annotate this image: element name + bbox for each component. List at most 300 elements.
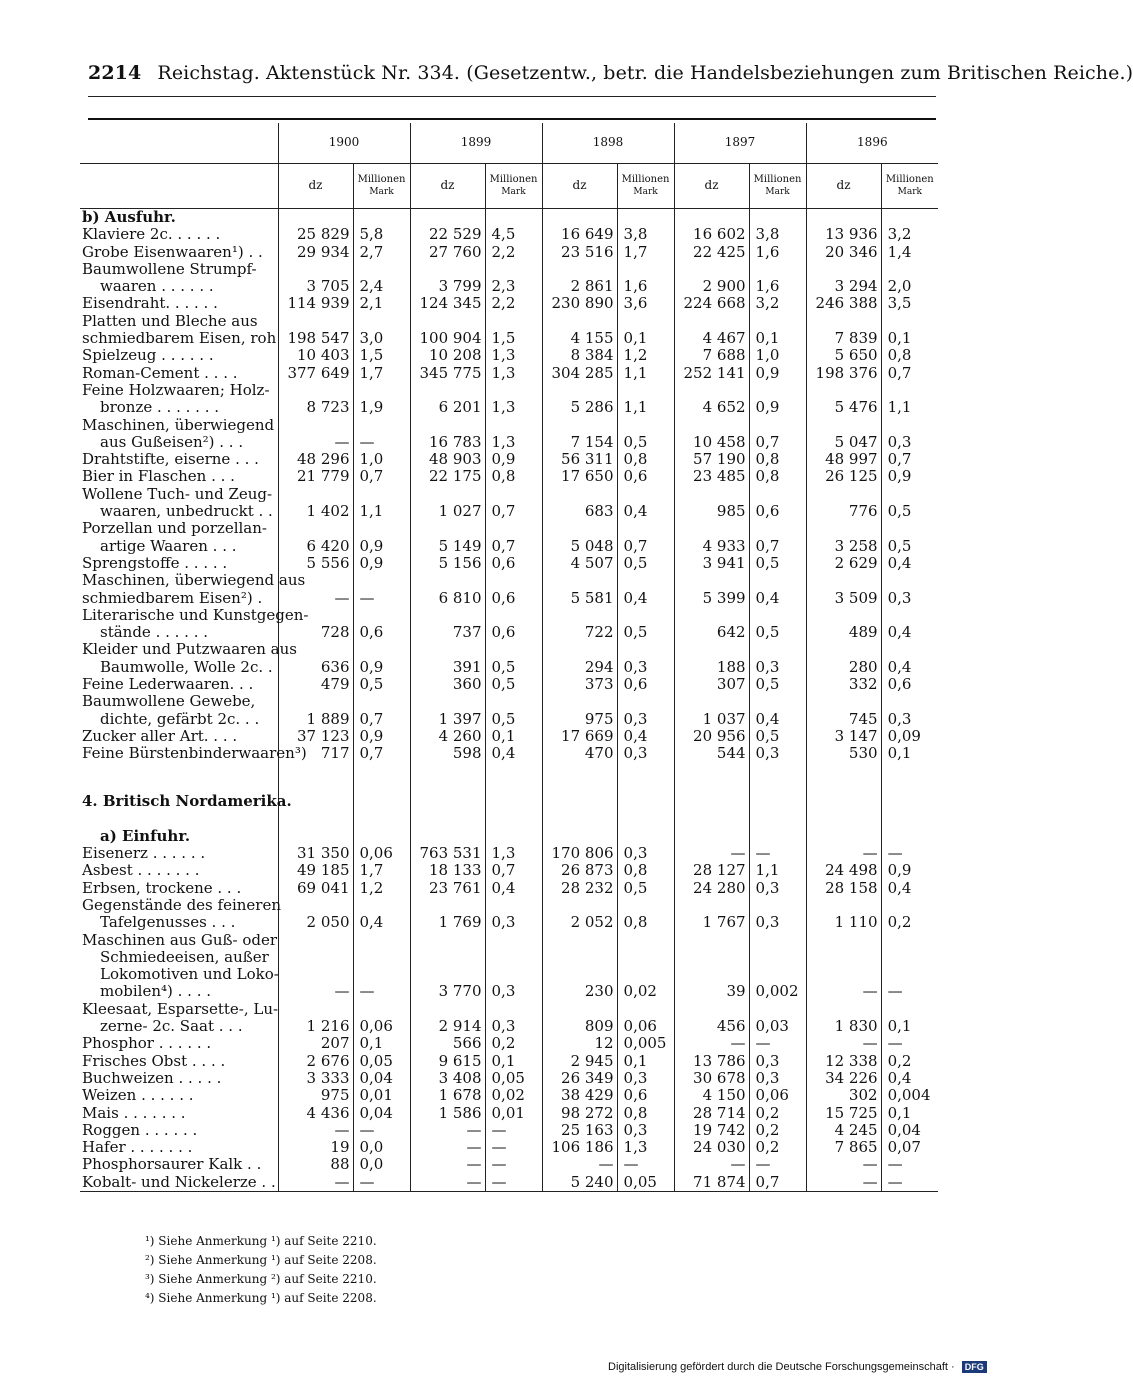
dz-cell: 224 668 xyxy=(674,295,749,312)
dz-cell: 31 350 xyxy=(278,845,353,862)
dz-cell xyxy=(542,1001,617,1018)
mill-mark-cell xyxy=(617,261,674,278)
unit-mill-label: Millionen xyxy=(621,174,670,185)
unit-mill-header xyxy=(881,164,938,209)
dz-cell xyxy=(674,417,749,434)
table-row xyxy=(80,1070,938,1087)
dz-cell: 4 933 xyxy=(674,538,749,555)
table-row xyxy=(80,572,938,589)
mill-mark-cell: 0,01 xyxy=(485,1105,542,1122)
mill-mark-cell: 0,4 xyxy=(881,659,938,676)
digitization-credit xyxy=(608,1361,987,1373)
dz-cell xyxy=(410,932,485,949)
mill-mark-cell: 0,2 xyxy=(881,914,938,931)
mill-mark-cell xyxy=(353,793,410,810)
dz-cell: 470 xyxy=(542,745,617,762)
table-row xyxy=(80,1139,938,1156)
mill-mark-cell: 0,9 xyxy=(353,538,410,555)
footnote: ²) Siehe Anmerkung ¹) auf Seite 2208. xyxy=(145,1253,377,1267)
unit-mark-label: Mark xyxy=(369,187,394,197)
mill-mark-cell xyxy=(617,417,674,434)
mill-mark-cell xyxy=(353,209,410,227)
empty-cell xyxy=(410,810,485,828)
row-label: Kobalt- und Nickelerze . . xyxy=(80,1174,278,1192)
dz-cell xyxy=(410,641,485,658)
table-row xyxy=(80,845,938,862)
dz-cell: 13 936 xyxy=(806,226,881,243)
table-row xyxy=(80,728,938,745)
dz-cell xyxy=(410,520,485,537)
table-row xyxy=(80,1035,938,1052)
mill-mark-cell xyxy=(353,897,410,914)
year-header: 1898 xyxy=(542,123,674,164)
row-label: Kleesaat, Esparsette-, Lu- xyxy=(82,999,279,1018)
mill-mark-cell xyxy=(353,966,410,983)
dz-cell: 48 296 xyxy=(278,451,353,468)
dz-cell: 4 436 xyxy=(278,1105,353,1122)
mill-mark-cell: 0,5 xyxy=(881,503,938,520)
table-row xyxy=(80,1174,938,1192)
dz-cell: 56 311 xyxy=(542,451,617,468)
mill-mark-cell xyxy=(617,1001,674,1018)
mill-mark-cell: 0,0 xyxy=(353,1156,410,1173)
row-label: Eisenerz . . . . . . xyxy=(82,844,206,863)
dz-cell xyxy=(410,417,485,434)
table-body xyxy=(80,209,938,1192)
dz-cell: 1 586 xyxy=(410,1105,485,1122)
dz-cell: 25 829 xyxy=(278,226,353,243)
dz-cell: 456 xyxy=(674,1018,749,1035)
mill-mark-cell: 0,8 xyxy=(881,347,938,364)
dz-cell: 25 163 xyxy=(542,1122,617,1139)
row-label: dichte, gefärbt 2c. . . xyxy=(100,709,260,728)
dz-cell: 12 xyxy=(542,1035,617,1052)
dz-cell xyxy=(806,793,881,810)
empty-cell xyxy=(674,810,749,828)
year-header-row xyxy=(80,123,938,164)
section-row xyxy=(80,793,938,810)
table-row xyxy=(80,417,938,434)
mill-mark-cell: 0,1 xyxy=(353,1035,410,1052)
mill-mark-cell xyxy=(353,1001,410,1018)
row-label: schmiedbarem Eisen, roh xyxy=(82,329,277,348)
dz-cell: 2 676 xyxy=(278,1053,353,1070)
dz-cell xyxy=(674,828,749,845)
table-row xyxy=(80,1156,938,1173)
dz-cell: 5 556 xyxy=(278,555,353,572)
table-row xyxy=(80,555,938,572)
dz-cell: 5 047 xyxy=(806,434,881,451)
mill-mark-cell xyxy=(881,382,938,399)
mill-mark-cell: 1,0 xyxy=(353,451,410,468)
dz-cell: 48 903 xyxy=(410,451,485,468)
dz-cell: 1 216 xyxy=(278,1018,353,1035)
mill-mark-cell xyxy=(749,313,806,330)
year-header: 1899 xyxy=(410,123,542,164)
mill-mark-cell: 0,5 xyxy=(617,434,674,451)
dz-cell: 5 156 xyxy=(410,555,485,572)
mill-mark-cell: 1,3 xyxy=(617,1139,674,1156)
dz-cell: 3 147 xyxy=(806,728,881,745)
dz-cell xyxy=(542,209,617,227)
dz-cell xyxy=(542,693,617,710)
dz-cell: 4 260 xyxy=(410,728,485,745)
table-row xyxy=(80,538,938,555)
dz-cell: 1 767 xyxy=(674,914,749,931)
mill-mark-cell: 0,9 xyxy=(749,365,806,382)
dz-cell: 19 xyxy=(278,1139,353,1156)
dz-cell: 6 420 xyxy=(278,538,353,555)
mill-mark-cell: 0,1 xyxy=(617,330,674,347)
unit-dz-header: dz xyxy=(806,164,881,209)
mill-mark-cell: 0,5 xyxy=(749,676,806,693)
dz-cell: 16 649 xyxy=(542,226,617,243)
mill-mark-cell: 0,4 xyxy=(881,624,938,641)
trade-table xyxy=(80,123,938,1192)
table-row xyxy=(80,949,938,966)
dz-cell: 230 xyxy=(542,983,617,1000)
mill-mark-cell: 0,3 xyxy=(881,590,938,607)
dz-cell: 479 xyxy=(278,676,353,693)
dz-cell: — xyxy=(674,1156,749,1173)
dz-cell: — xyxy=(806,1035,881,1052)
dz-cell: — xyxy=(806,1174,881,1192)
dz-cell: 683 xyxy=(542,503,617,520)
mill-mark-cell: 0,8 xyxy=(749,451,806,468)
dz-cell: 4 507 xyxy=(542,555,617,572)
mill-mark-cell: 0,8 xyxy=(617,1105,674,1122)
dz-cell: 985 xyxy=(674,503,749,520)
mill-mark-cell: 2,2 xyxy=(485,295,542,312)
mill-mark-cell: 2,2 xyxy=(485,244,542,261)
page-number: 2214 xyxy=(88,62,142,84)
mill-mark-cell: — xyxy=(485,1174,542,1192)
mill-mark-cell xyxy=(485,607,542,624)
dz-cell: 198 547 xyxy=(278,330,353,347)
mill-mark-cell: — xyxy=(617,1156,674,1173)
dz-cell: 2 900 xyxy=(674,278,749,295)
dz-cell xyxy=(278,417,353,434)
dz-cell: 5 399 xyxy=(674,590,749,607)
dz-cell xyxy=(542,966,617,983)
mill-mark-cell: 2,3 xyxy=(485,278,542,295)
row-label: bronze . . . . . . . xyxy=(100,398,219,417)
dz-cell: 5 650 xyxy=(806,347,881,364)
dz-cell: 124 345 xyxy=(410,295,485,312)
empty-cell xyxy=(881,763,938,793)
table-row xyxy=(80,641,938,658)
mill-mark-cell: 0,3 xyxy=(749,1070,806,1087)
table-row xyxy=(80,880,938,897)
dz-cell: 776 xyxy=(806,503,881,520)
dz-cell xyxy=(410,828,485,845)
dz-cell: 10 458 xyxy=(674,434,749,451)
dz-cell xyxy=(410,382,485,399)
dz-cell: 7 865 xyxy=(806,1139,881,1156)
mill-mark-cell: 1,6 xyxy=(749,278,806,295)
dz-cell xyxy=(542,261,617,278)
dz-cell xyxy=(278,949,353,966)
header-rule xyxy=(88,96,936,97)
table-row xyxy=(80,624,938,641)
dz-cell xyxy=(674,641,749,658)
mill-mark-cell: 0,5 xyxy=(485,659,542,676)
mill-mark-cell: 1,7 xyxy=(353,862,410,879)
table-row xyxy=(80,983,938,1000)
mill-mark-cell: 0,7 xyxy=(485,862,542,879)
table-row xyxy=(80,897,938,914)
mill-mark-cell xyxy=(353,932,410,949)
row-label: Erbsen, trockene . . . xyxy=(82,878,242,897)
row-label: Phosphor . . . . . . xyxy=(82,1034,212,1053)
mill-mark-cell xyxy=(881,209,938,227)
dz-cell xyxy=(278,966,353,983)
mill-mark-cell: 0,02 xyxy=(485,1087,542,1104)
dz-cell: 1 889 xyxy=(278,711,353,728)
dz-cell: 71 874 xyxy=(674,1174,749,1192)
dz-cell: 1 769 xyxy=(410,914,485,931)
dz-cell: 2 861 xyxy=(542,278,617,295)
mill-mark-cell xyxy=(617,641,674,658)
dz-cell: 737 xyxy=(410,624,485,641)
mill-mark-cell: 0,8 xyxy=(749,468,806,485)
mill-mark-cell: 0,1 xyxy=(617,1053,674,1070)
mill-mark-cell: 1,3 xyxy=(485,365,542,382)
mill-mark-cell: 1,9 xyxy=(353,399,410,416)
mill-mark-cell: 3,0 xyxy=(353,330,410,347)
dz-cell: 4 245 xyxy=(806,1122,881,1139)
dz-cell xyxy=(806,641,881,658)
row-label: Maschinen aus Guß- oder xyxy=(82,930,278,949)
empty-cell xyxy=(542,810,617,828)
mill-mark-cell: 0,1 xyxy=(485,1053,542,1070)
dz-cell: 26 873 xyxy=(542,862,617,879)
dz-cell xyxy=(410,897,485,914)
dz-cell: 8 384 xyxy=(542,347,617,364)
table-row xyxy=(80,365,938,382)
dz-cell xyxy=(806,966,881,983)
mill-mark-cell: 0,06 xyxy=(617,1018,674,1035)
unit-mill-header xyxy=(749,164,806,209)
row-label: zerne- 2c. Saat . . . xyxy=(100,1017,243,1036)
table-row xyxy=(80,1018,938,1035)
dz-cell xyxy=(806,520,881,537)
mill-mark-cell xyxy=(881,417,938,434)
mill-mark-cell xyxy=(353,693,410,710)
mill-mark-cell: 0,6 xyxy=(749,503,806,520)
mill-mark-cell xyxy=(353,520,410,537)
table-row xyxy=(80,862,938,879)
mill-mark-cell: 0,7 xyxy=(485,538,542,555)
table-row xyxy=(80,693,938,710)
dz-cell xyxy=(674,209,749,227)
row-label: aus Gußeisen²) . . . xyxy=(100,432,244,451)
dz-cell xyxy=(674,949,749,966)
mill-mark-cell: 1,1 xyxy=(353,503,410,520)
mill-mark-cell: 0,5 xyxy=(617,880,674,897)
mill-mark-cell: 0,05 xyxy=(617,1174,674,1192)
dz-cell xyxy=(674,520,749,537)
mill-mark-cell: — xyxy=(749,845,806,862)
mill-mark-cell xyxy=(617,486,674,503)
mill-mark-cell: 1,1 xyxy=(617,399,674,416)
dz-cell: 975 xyxy=(542,711,617,728)
mill-mark-cell xyxy=(881,966,938,983)
row-label: Asbest . . . . . . . xyxy=(82,861,200,880)
dz-cell xyxy=(278,486,353,503)
dz-cell: 1 037 xyxy=(674,711,749,728)
mill-mark-cell xyxy=(749,209,806,227)
mill-mark-cell: 0,5 xyxy=(749,555,806,572)
dz-cell xyxy=(674,1001,749,1018)
mill-mark-cell xyxy=(881,313,938,330)
empty-cell xyxy=(80,763,278,793)
row-label: Sprengstoffe . . . . . xyxy=(82,553,228,572)
dz-cell: — xyxy=(806,1156,881,1173)
dz-cell: 3 770 xyxy=(410,983,485,1000)
dz-cell: 722 xyxy=(542,624,617,641)
unit-mill-header xyxy=(353,164,410,209)
mill-mark-cell: — xyxy=(749,1035,806,1052)
mill-mark-cell: 0,8 xyxy=(617,451,674,468)
mill-mark-cell: 0,06 xyxy=(353,845,410,862)
table-row xyxy=(80,1105,938,1122)
dz-cell xyxy=(674,486,749,503)
mill-mark-cell xyxy=(485,932,542,949)
mill-mark-cell: 2,7 xyxy=(353,244,410,261)
mill-mark-cell: 5,8 xyxy=(353,226,410,243)
dz-cell: 34 226 xyxy=(806,1070,881,1087)
row-label: schmiedbarem Eisen²) . xyxy=(82,588,263,607)
dz-cell: 57 190 xyxy=(674,451,749,468)
label-subheader xyxy=(80,164,278,209)
row-label: Lokomotiven und Loko- xyxy=(100,965,279,984)
dz-cell xyxy=(674,693,749,710)
dz-cell: 24 030 xyxy=(674,1139,749,1156)
mill-mark-cell: 0,6 xyxy=(485,590,542,607)
dz-cell xyxy=(410,693,485,710)
empty-cell xyxy=(806,763,881,793)
mill-mark-cell: 0,3 xyxy=(617,659,674,676)
mill-mark-cell: 0,5 xyxy=(485,711,542,728)
dz-cell: — xyxy=(278,983,353,1000)
dz-cell xyxy=(278,932,353,949)
mill-mark-cell: — xyxy=(353,434,410,451)
dz-cell xyxy=(806,1001,881,1018)
mill-mark-cell xyxy=(881,607,938,624)
row-label: Maschinen, überwiegend aus xyxy=(82,571,306,590)
mill-mark-cell xyxy=(617,572,674,589)
dz-cell: 17 669 xyxy=(542,728,617,745)
dz-cell: 5 286 xyxy=(542,399,617,416)
mill-mark-cell xyxy=(749,641,806,658)
footnotes xyxy=(145,1232,377,1308)
dz-cell: 360 xyxy=(410,676,485,693)
mill-mark-cell xyxy=(749,261,806,278)
mill-mark-cell: 0,6 xyxy=(617,1087,674,1104)
mill-mark-cell: 0,3 xyxy=(881,434,938,451)
unit-dz-header: dz xyxy=(542,164,617,209)
row-label: Tafelgenusses . . . xyxy=(100,913,236,932)
mill-mark-cell: 4,5 xyxy=(485,226,542,243)
dz-cell: 636 xyxy=(278,659,353,676)
mill-mark-cell xyxy=(617,793,674,810)
row-label: Wollene Tuch- und Zeug- xyxy=(82,484,273,503)
mill-mark-cell: 0,6 xyxy=(485,555,542,572)
row-label: Feine Bürstenbinderwaaren³) xyxy=(82,744,307,763)
dz-cell: 22 529 xyxy=(410,226,485,243)
mill-mark-cell: 0,3 xyxy=(617,1122,674,1139)
empty-cell xyxy=(674,763,749,793)
mill-mark-cell xyxy=(617,897,674,914)
mill-mark-cell: 0,9 xyxy=(881,862,938,879)
unit-mark-label: Mark xyxy=(765,187,790,197)
mill-mark-cell: 0,4 xyxy=(617,728,674,745)
unit-dz-header: dz xyxy=(410,164,485,209)
mill-mark-cell: 0,2 xyxy=(749,1105,806,1122)
dz-cell: 7 839 xyxy=(806,330,881,347)
dz-cell xyxy=(278,209,353,227)
table-row xyxy=(80,1087,938,1104)
table-row xyxy=(80,451,938,468)
mill-mark-cell: 0,5 xyxy=(485,676,542,693)
dz-cell: 23 516 xyxy=(542,244,617,261)
mill-mark-cell: 0,0 xyxy=(353,1139,410,1156)
mill-mark-cell: 0,7 xyxy=(881,451,938,468)
mill-mark-cell xyxy=(485,966,542,983)
dz-cell xyxy=(278,520,353,537)
row-label: Klaviere 2c. . . . . . xyxy=(82,225,221,244)
dz-cell xyxy=(806,949,881,966)
mill-mark-cell xyxy=(485,641,542,658)
mill-mark-cell xyxy=(485,417,542,434)
dz-cell: 188 xyxy=(674,659,749,676)
mill-mark-cell: 0,09 xyxy=(881,728,938,745)
dz-cell xyxy=(674,932,749,949)
mill-mark-cell: 2,4 xyxy=(353,278,410,295)
dz-cell: 17 650 xyxy=(542,468,617,485)
empty-cell xyxy=(881,810,938,828)
mill-mark-cell: 0,5 xyxy=(749,728,806,745)
dz-cell: 198 376 xyxy=(806,365,881,382)
mill-mark-cell: — xyxy=(353,983,410,1000)
mill-mark-cell xyxy=(881,1001,938,1018)
mill-mark-cell xyxy=(353,382,410,399)
mill-mark-cell xyxy=(749,693,806,710)
table-row xyxy=(80,711,938,728)
mill-mark-cell: 0,6 xyxy=(353,624,410,641)
dz-cell: 1 110 xyxy=(806,914,881,931)
dz-cell: 22 425 xyxy=(674,244,749,261)
dz-cell: 26 349 xyxy=(542,1070,617,1087)
mill-mark-cell: 0,9 xyxy=(485,451,542,468)
dz-cell: 1 402 xyxy=(278,503,353,520)
dz-cell: 489 xyxy=(806,624,881,641)
mill-mark-cell: 2,0 xyxy=(881,278,938,295)
dz-cell: 24 280 xyxy=(674,880,749,897)
dz-cell: — xyxy=(674,1035,749,1052)
mill-mark-cell: 0,6 xyxy=(617,468,674,485)
dz-cell xyxy=(806,313,881,330)
dz-cell: 717 xyxy=(278,745,353,762)
table-row xyxy=(80,486,938,503)
mill-mark-cell: 0,3 xyxy=(617,711,674,728)
footnote: ³) Siehe Anmerkung ²) auf Seite 2210. xyxy=(145,1272,377,1286)
dz-cell xyxy=(410,607,485,624)
mill-mark-cell: 0,3 xyxy=(485,1018,542,1035)
mill-mark-cell xyxy=(485,486,542,503)
mill-mark-cell: 0,2 xyxy=(485,1035,542,1052)
